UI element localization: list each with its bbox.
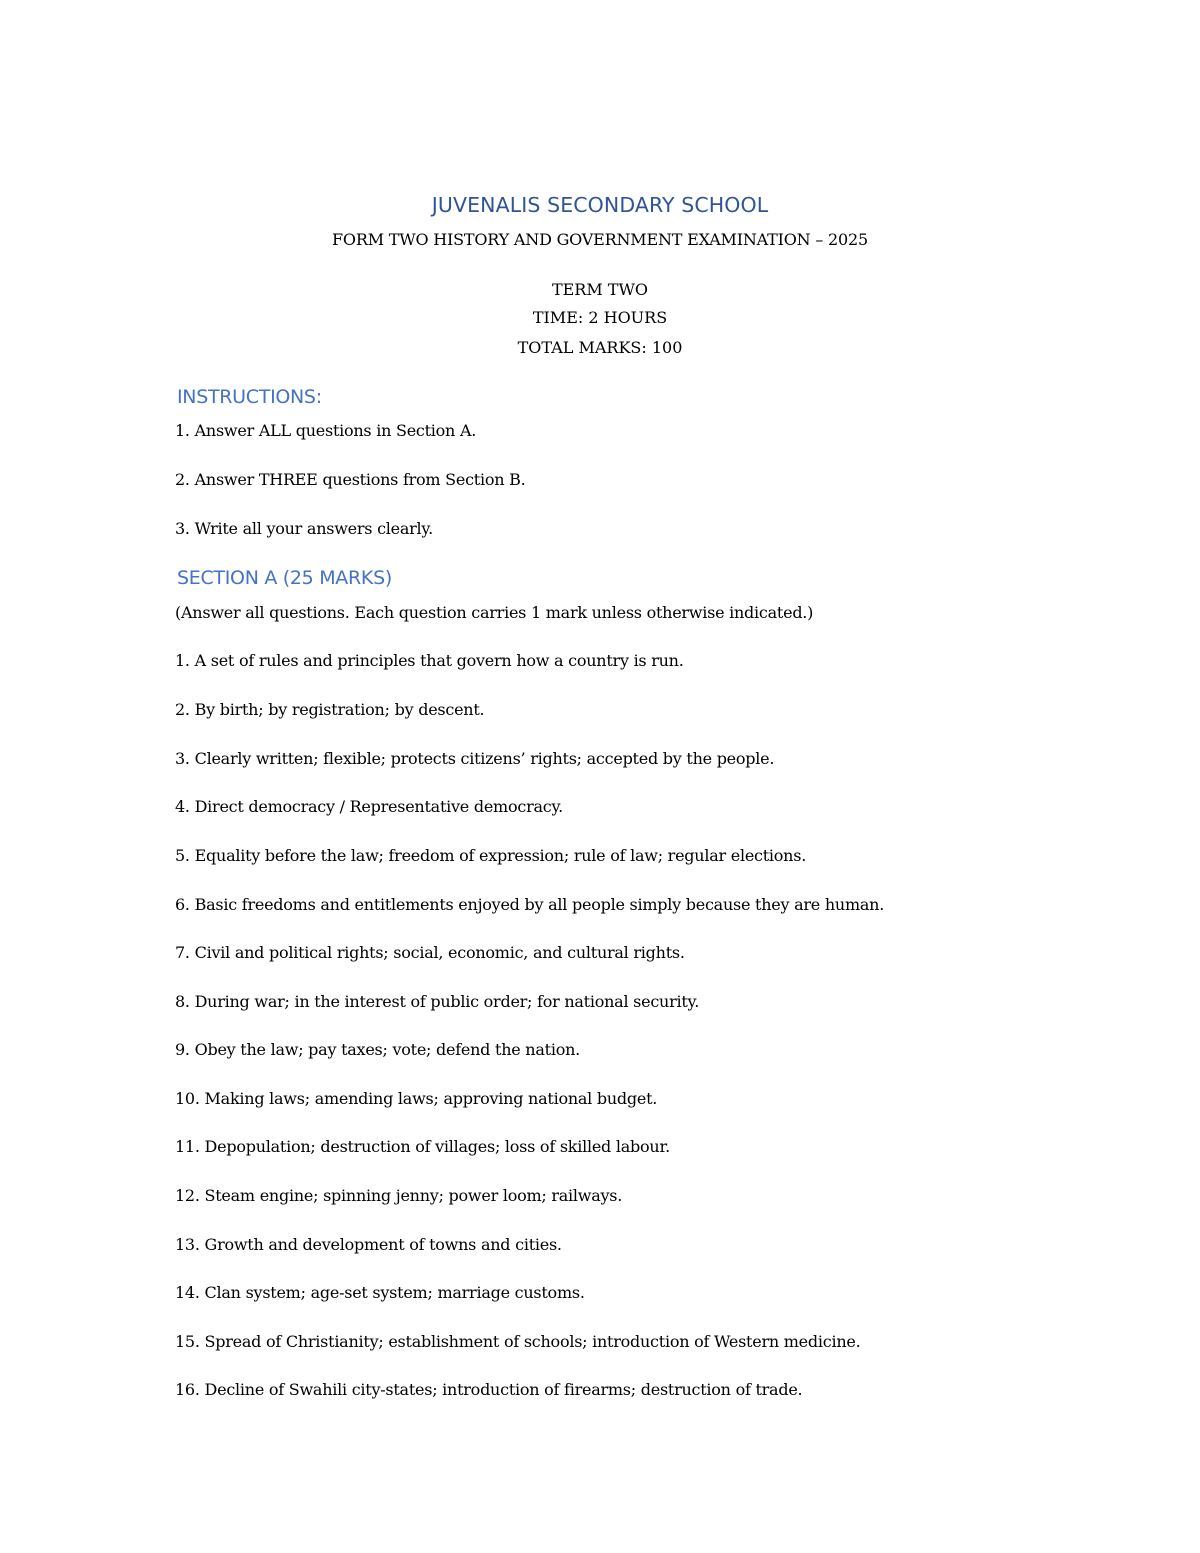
instructions-heading: INSTRUCTIONS: <box>177 386 322 408</box>
exam-time: TIME: 2 HOURS <box>532 308 668 327</box>
answer-item: 13. Growth and development of towns and cities. <box>175 1235 562 1254</box>
exam-term: TERM TWO <box>551 280 649 299</box>
answer-item: 11. Depopulation; destruction of villages; loss of skilled labour. <box>175 1137 670 1156</box>
answer-item: 1. A set of rules and principles that govern how a country is run. <box>175 651 684 670</box>
answer-item: 12. Steam engine; spinning jenny; power loom; railways. <box>175 1186 623 1205</box>
answer-item: 5. Equality before the law; freedom of expression; rule of law; regular elections. <box>175 846 807 865</box>
answer-item: 7. Civil and political rights; social, economic, and cultural rights. <box>175 943 685 962</box>
answer-item: 2. By birth; by registration; by descent. <box>175 700 485 719</box>
answer-item: 9. Obey the law; pay taxes; vote; defend the nation. <box>175 1040 580 1059</box>
section-a-note: (Answer all questions. Each question carries 1 mark unless otherwise indicated.) <box>175 603 814 622</box>
instruction-item: 1. Answer ALL questions in Section A. <box>175 421 477 440</box>
exam-title: FORM TWO HISTORY AND GOVERNMENT EXAMINATION – 2025 <box>332 230 868 249</box>
instruction-item: 2. Answer THREE questions from Section B. <box>175 470 526 489</box>
school-name: JUVENALIS SECONDARY SCHOOL <box>431 193 769 217</box>
answer-item: 4. Direct democracy / Representative democracy. <box>175 797 563 816</box>
section-a-heading: SECTION A (25 MARKS) <box>177 567 392 589</box>
answer-item: 3. Clearly written; flexible; protects citizens’ rights; accepted by the people. <box>175 749 775 768</box>
instruction-item: 3. Write all your answers clearly. <box>175 519 433 538</box>
answer-item: 14. Clan system; age-set system; marriage customs. <box>175 1283 585 1302</box>
answer-item: 6. Basic freedoms and entitlements enjoyed by all people simply because they are human. <box>175 895 885 914</box>
answer-item: 15. Spread of Christianity; establishment of schools; introduction of Western medicine. <box>175 1332 861 1351</box>
answer-item: 16. Decline of Swahili city-states; introduction of firearms; destruction of trade. <box>175 1380 803 1399</box>
answer-item: 8. During war; in the interest of public order; for national security. <box>175 992 700 1011</box>
answer-item: 10. Making laws; amending laws; approving national budget. <box>175 1089 658 1108</box>
exam-total-marks: TOTAL MARKS: 100 <box>517 338 683 357</box>
